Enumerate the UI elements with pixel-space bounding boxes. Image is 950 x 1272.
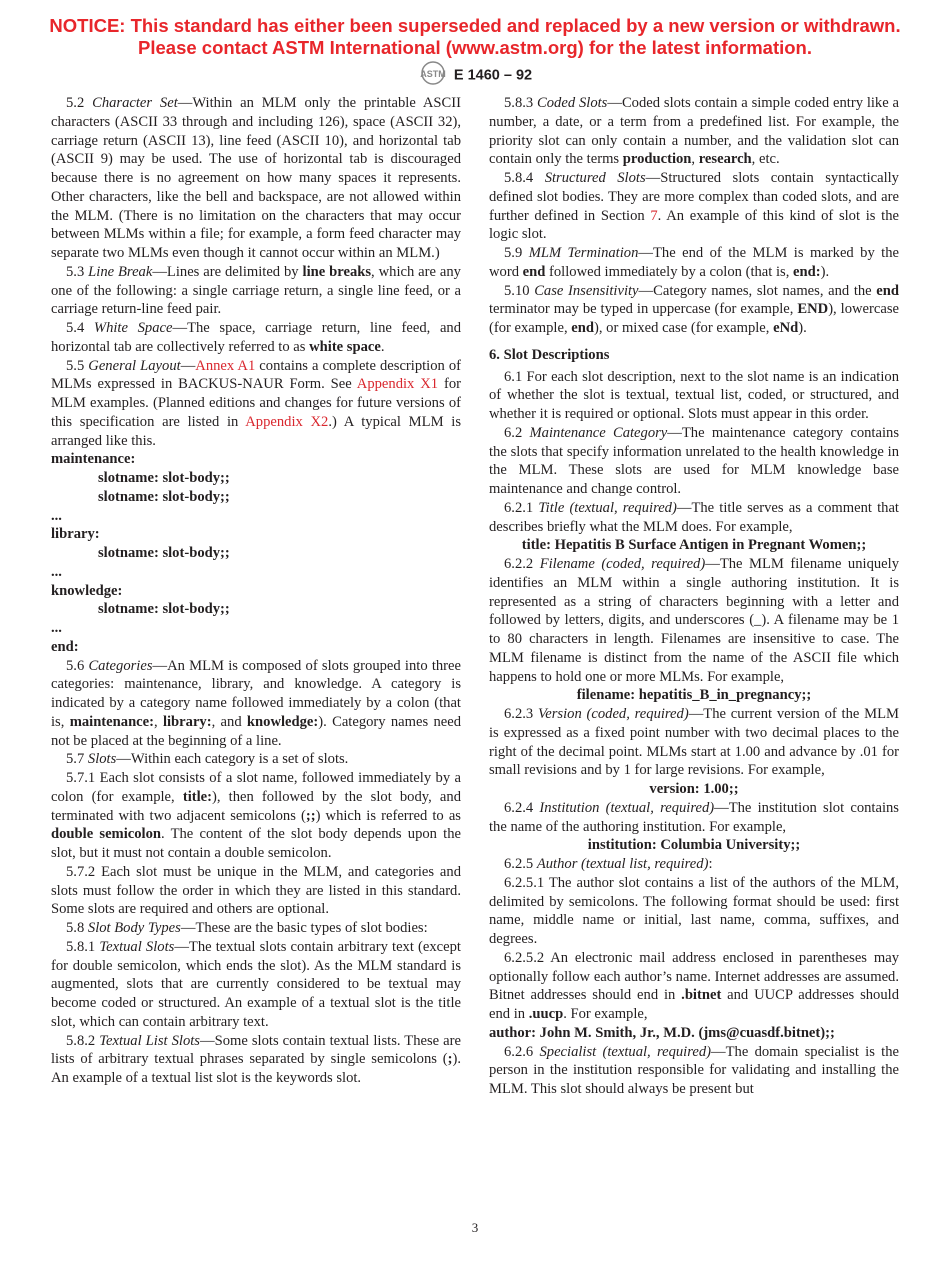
section-7-link[interactable]: 7 xyxy=(650,207,658,224)
example-author: author: John M. Smith, Jr., M.D. (jms@cuasdf.bitnet);; xyxy=(489,1024,835,1041)
section-5-10: 5.10 Case Insensitivity—Category names, slot names, and the end terminator may be typed in uppercase (for example, END), lowercase (for example, end), or mixed case (for example, eNd). xyxy=(489,282,900,336)
layout-knowledge: knowledge: xyxy=(51,582,123,599)
astm-logo-icon xyxy=(418,60,448,91)
layout-dots: ... xyxy=(51,563,62,580)
section-5-3: 5.3 Line Break—Lines are delimited by line breaks, which are any one of the following: a single carriage return, a single line feed, or a carriage return-line feed pair. xyxy=(51,263,461,318)
section-5-8: 5.8 Slot Body Types—These are the basic types of slot bodies: xyxy=(66,920,428,936)
section-5-4: 5.4 White Space—The space, carriage return, line feed, and horizontal tab are collectively referred to as white space. xyxy=(51,320,462,355)
layout-dots: ... xyxy=(51,507,62,524)
layout-dots: ... xyxy=(51,620,62,636)
section-heading-6: 6. Slot Descriptions xyxy=(489,346,610,363)
section-6-2-5-1: 6.2.5.1 The author slot contains a list of the authors of the MLM, delimited by semicolons. The following format should be used: first name, middle name or initial, last name, comma, suffixes, and degrees. xyxy=(489,874,899,947)
layout-maintenance: maintenance: xyxy=(51,451,136,468)
section-6-2-6: 6.2.6 Specialist (textual, required)—The domain specialist is the person in the institution responsible for validating and installing the MLM. This slot should always be present but xyxy=(489,1043,900,1097)
layout-slot: slotname: slot-body;; xyxy=(98,601,230,618)
section-6-2-4: 6.2.4 Institution (textual, required)—The institution slot contains the name of the authoring institution. For example, xyxy=(489,799,899,835)
example-title: title: Hepatitis B Surface Antigen in Pregnant Women;; xyxy=(521,537,867,554)
layout-slot: slotname: slot-body;; xyxy=(98,488,230,505)
section-5-8-4: 5.8.4 Structured Slots—Structured slots contain syntactically defined slot bodies. They are more complex than coded slots, and are further defined in Section 7. An example of this kind of slot is the logic slot. xyxy=(489,170,899,243)
layout-slot: slotname: slot-body;; xyxy=(98,470,230,486)
annex-a1-link[interactable]: Annex A1 xyxy=(195,357,256,374)
notice-line-1: NOTICE: This standard has either been superseded and replaced by a new version or withdrawn. xyxy=(49,15,901,36)
appendix-x2-link[interactable]: Appendix X2 xyxy=(245,413,329,430)
page-number: 3 xyxy=(471,1220,479,1235)
section-6-2-5: 6.2.5 Author (textual list, required): xyxy=(504,856,713,872)
section-5-7: 5.7 Slots—Within each category is a set of slots. xyxy=(66,751,349,768)
layout-slot: slotname: slot-body;; xyxy=(98,545,230,561)
example-version: version: 1.00;; xyxy=(649,781,739,797)
section-6-2-3: 6.2.3 Version (coded, required)—The current version of the MLM is expressed as a fixed point number with two decimal places to the right of the decimal point. MLMs start at 1.00 and advance by .01 for small revisions and by 1 for large revisions. For example, xyxy=(489,706,899,779)
section-5-7-2: 5.7.2 Each slot must be unique in the MLM, and categories and slots must follow the order in which they are listed in this standard. Some slots are required and others are optional. xyxy=(51,863,461,918)
section-6-2-2: 6.2.2 Filename (coded, required)—The MLM filename uniquely identifies an MLM within a single authoring institution. It is represented as a string of characters beginning with a letter and followed by letters, digits, and underscores (_). A filename may be 1 to 80 characters in length. Filenames are insensitive to case. The MLM filename is distinct from the name of the ASCII file which happens to hold one or more MLMs. For example, xyxy=(489,556,900,685)
section-5-5: 5.5 General Layout—Annex A1 contains a complete description of MLMs expressed in BACKUS-NAUR Form. See Appendix X1 for MLM examples. (Planned editions and changes for future versions of this specification are listed in Appendix X2.) A typical MLM is arranged like this. xyxy=(51,357,462,449)
section-5-9: 5.9 MLM Termination—The end of the MLM is marked by the word end followed immediately by a colon (that is, end:). xyxy=(489,245,900,280)
page-header xyxy=(0,60,950,91)
left-column xyxy=(51,94,461,1088)
section-5-2: 5.2 Character Set—Within an MLM only the printable ASCII characters (ASCII 33 through and including 126), space (ASCII 32), carriage return (ASCII 13), line feed (ASCII 10), and horizontal tab (ASCII 9) may be used. The use of horizontal tab is discouraged because there is no agreement on how many spaces it represents. Other characters, like the bell and backspace, are not allowed within the MLM. (There is no limitation on the characters that may occur between MLMs within a file; for example, a form feed character may separate two MLMs even though it cannot occur within an MLM.) xyxy=(51,95,461,261)
example-filename: filename: hepatitis_B_in_pregnancy;; xyxy=(576,687,812,704)
section-6-1: 6.1 For each slot description, next to the slot name is an indication of whether the slot is textual, textual list, coded, or structured, and whether it is required or optional. Slots must appear in this order. xyxy=(489,368,899,422)
section-5-8-2: 5.8.2 Textual List Slots—Some slots contain textual lists. These are lists of arbitrary textual phrases separated by single semicolons (;). An example of a textual list slot is the keywords slot. xyxy=(51,1032,461,1086)
standard-designation: E 1460 – 92 xyxy=(453,67,533,84)
appendix-x1-link[interactable]: Appendix X1 xyxy=(356,376,439,393)
section-5-8-1: 5.8.1 Textual Slots—The textual slots contain arbitrary text (except for double semicolon, which ends the slot). As the MLM standard is augmented, slots that are currently considered to be textual may become coded or structured. An example of a textual slot is the title slot, which can contain arbitrary text. xyxy=(51,938,461,1030)
right-column xyxy=(489,94,899,1099)
layout-library: library: xyxy=(51,526,100,543)
section-5-8-3: 5.8.3 Coded Slots—Coded slots contain a simple coded entry like a number, a date, or a term from a predefined list. For example, the priority slot can only contain a number, and the validation slot can contain only the terms production, research, etc. xyxy=(489,95,900,168)
section-5-7-1: 5.7.1 Each slot consists of a slot name, followed immediately by a colon (for example, title:), then followed by the slot body, and terminated with two adjacent semicolons (;;) which is referred to as double semicolon. The content of the slot body depends upon the slot, but it must not contain a double semicolon. xyxy=(51,770,461,861)
section-6-2-1: 6.2.1 Title (textual, required)—The title serves as a comment that describes briefly what the MLM does. For example, xyxy=(489,499,899,535)
svg-text:ASTM: ASTM xyxy=(420,69,446,79)
section-5-6: 5.6 Categories—An MLM is composed of slots grouped into three categories: maintenance, library, and knowledge. A category is indicated by a category name followed immediately by a colon (that is, maintenance:, library:, and knowledge:). Category names need not be placed at the beginning of a line. xyxy=(51,657,462,749)
example-institution: institution: Columbia University;; xyxy=(587,837,801,854)
section-6-2-5-2: 6.2.5.2 An electronic mail address enclosed in parentheses may optionally follow each author’s name. Internet addresses are assumed. Bitnet addresses should end in .bitnet and UUCP addresses should end in .uucp. For example, xyxy=(489,949,899,1022)
section-6-2: 6.2 Maintenance Category—The maintenance category contains the slots that specify information unrelated to the health knowledge in the MLM. These slots are used for MLM knowledge base maintenance and change control. xyxy=(489,424,899,497)
notice-line-2: Please contact ASTM International (www.astm.org) for the latest information. xyxy=(138,37,812,58)
layout-end: end: xyxy=(51,638,79,655)
